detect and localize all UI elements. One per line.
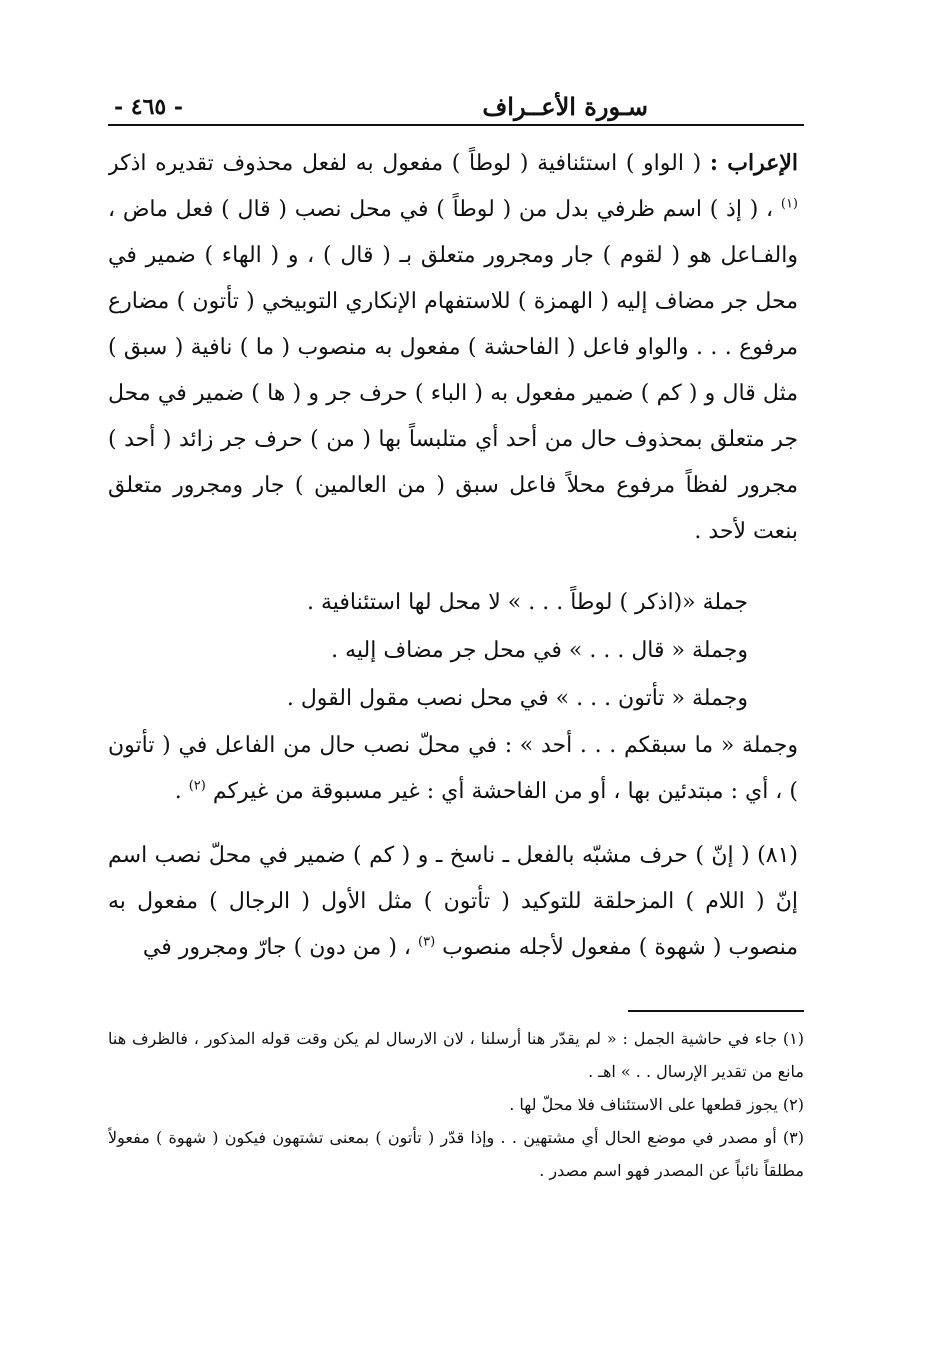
- irab-text-part2: ، ( إذ ) اسم ظرفي بدل من ( لوطاً ) في محل نصب ( قال ) فعل ماض ، والفـاعل هو ( لقوم ) جار ومجرور متعلق بـ ( قال ) ، و ( الهاء ) ضمير في محل جر مضاف إليه ( الهمزة ) للاستفهام الإنكاري التوبيخي ( تأتون ) مضارع مرفوع . . . والواو فاعل ( الفاحشة ) مفعول به منصوب ( ما ) نافية ( سبق ) مثل قال و ( كم ) ضمير مفعول به ( الباء ) حرف جر و ( ها ) ضمير في محل جر متعلق بمحذوف حال من أحد أي متلبساً بها ( من ) حرف جر زائد ( أحد ) مجرور لفظاً مرفوع محلاً فاعل سبق ( من العالمين ) جار ومجرور متعلق بنعت لأحد .: [108, 197, 798, 544]
- sentence-item: وجملة « تأتون . . . » في محل نصب مقول القول .: [286, 686, 748, 711]
- verse-81-text-part1: (٨١) ( إنّ ) حرف مشبّه بالفعل ـ ناسخ ـ و ( كم ) ضمير في محلّ نصب اسم إنّ ( اللام ) المزحلقة للتوكيد ( تأتون ) مثل الأول ( الرجال ) مفعول به منصوب ( شهوة ) مفعول لأجله منصوب: [108, 843, 798, 960]
- sentence-hal-text: وجملة « ما سبقكم . . . أحد » : في محلّ نصب حال من الفاعل في ( تأتون ) ، أي : مبتدئين بها ، أو من الفاحشة أي : غير مسبوقة من غيركم: [108, 733, 798, 804]
- irab-label: الإعراب :: [709, 150, 798, 176]
- irab-text-part1: ( الواو ) استئنافية ( لوطاً ) مفعول به لفعل محذوف تقديره اذكر: [108, 151, 702, 176]
- main-text: [108, 140, 804, 971]
- footnote-ref-1: (١): [780, 196, 798, 212]
- footnote-divider: [628, 1010, 804, 1012]
- footnote-1: (١) جاء في حاشية الجمل : « لم يقدّر هنا أرسلنا ، لان الارسال لم يكن وقت قوله المذكور ، فالظرف هنا مانع من تقدير الإرسال . . » اهـ .: [108, 1029, 804, 1081]
- sentence-item: وجملة « قال . . . » في محل جر مضاف إليه .: [331, 638, 748, 663]
- footnote-ref-3: (٣): [418, 934, 436, 950]
- sentence-list: [108, 579, 804, 723]
- page-header: [108, 88, 804, 126]
- sentence-hal-paragraph: [108, 723, 804, 815]
- footnote-3: (٣) أو مصدر في موضع الحال أي مشتهين . . وإذا قدّر ( تأتون ) بمعنى تشتهون فيكون ( شهوة ) مفعولاً مطلقاً نائباً عن المصدر فهو اسم مصدر .: [108, 1128, 804, 1180]
- surah-title: سـورة الأعــراف: [482, 92, 648, 121]
- book-page: [108, 88, 804, 1318]
- footnotes: [108, 1022, 804, 1187]
- verse-81-paragraph: [108, 833, 804, 971]
- page-number: - ٤٦٥ -: [114, 94, 184, 120]
- footnote-2: (٢) يجوز قطعها على الاستئناف فلا محلّ لها .: [509, 1095, 804, 1114]
- footnote-ref-2: (٢): [188, 778, 206, 794]
- sentence-hal-end: .: [174, 779, 182, 804]
- sentence-item: جملة «(اذكر ) لوطاً . . . » لا محل لها استئنافية .: [306, 590, 748, 615]
- irab-paragraph: [108, 140, 804, 555]
- verse-81-text-part2: ، ( من دون ) جارّ ومجرور في: [142, 935, 411, 960]
